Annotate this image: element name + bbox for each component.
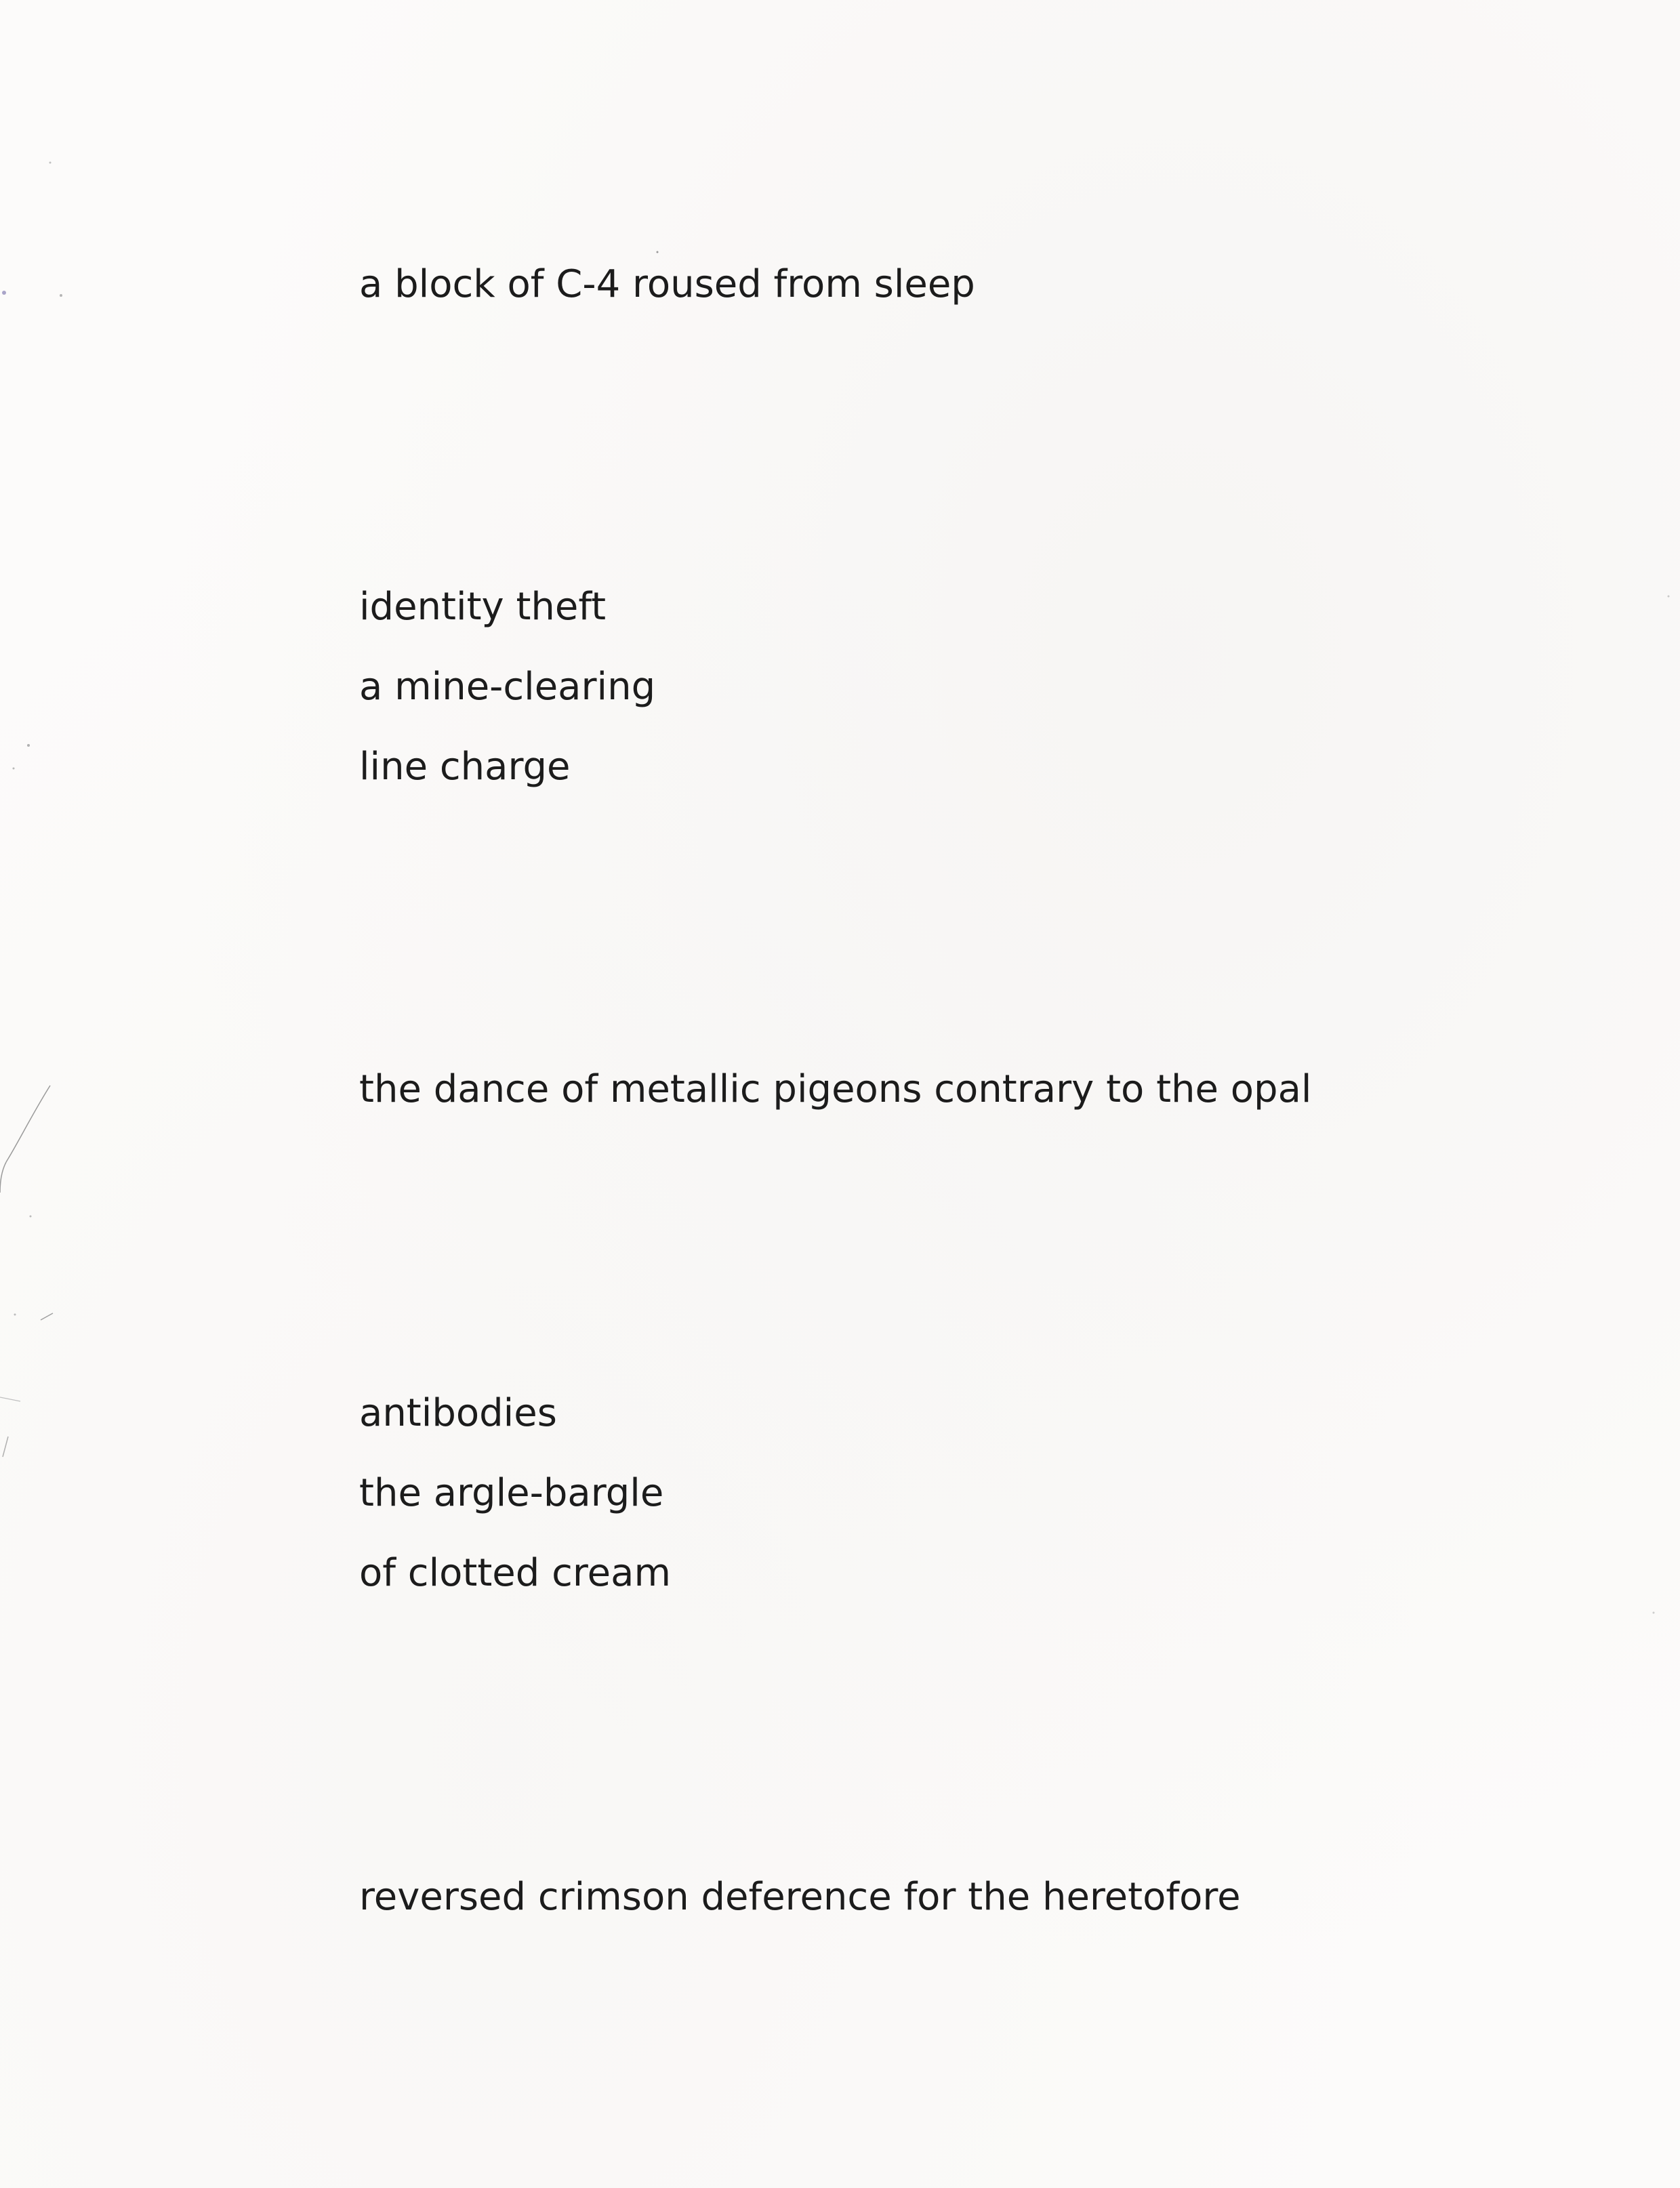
poem-line: line charge (359, 745, 571, 789)
scan-speck (1668, 596, 1670, 598)
scan-speck (60, 294, 62, 297)
scan-pencil-mark (3, 1437, 8, 1457)
poem-line: antibodies (359, 1391, 557, 1435)
poem-line: identity theft (359, 585, 607, 629)
scan-pencil-mark (0, 1397, 20, 1401)
poem-line: a block of C-4 roused from sleep (359, 262, 975, 306)
scan-speck (27, 744, 30, 747)
scan-speck (1653, 1612, 1655, 1614)
poem-line: reversed crimson deference for the heretofore (359, 1875, 1241, 1919)
scan-speck (657, 251, 659, 253)
scan-speck (2, 291, 6, 295)
poem-line: the argle-bargle (359, 1471, 664, 1515)
poem-line: a mine-clearing (359, 665, 656, 709)
poem-line: of clotted cream (359, 1551, 672, 1595)
scan-speck (49, 162, 52, 164)
poem-line: the dance of metallic pigeons contrary to the opal (359, 1067, 1312, 1111)
scan-speck (30, 1216, 32, 1218)
scan-speck (13, 768, 15, 770)
scan-pencil-mark (41, 1313, 53, 1320)
scan-pencil-mark (0, 1086, 50, 1193)
scan-speck (14, 1314, 16, 1316)
